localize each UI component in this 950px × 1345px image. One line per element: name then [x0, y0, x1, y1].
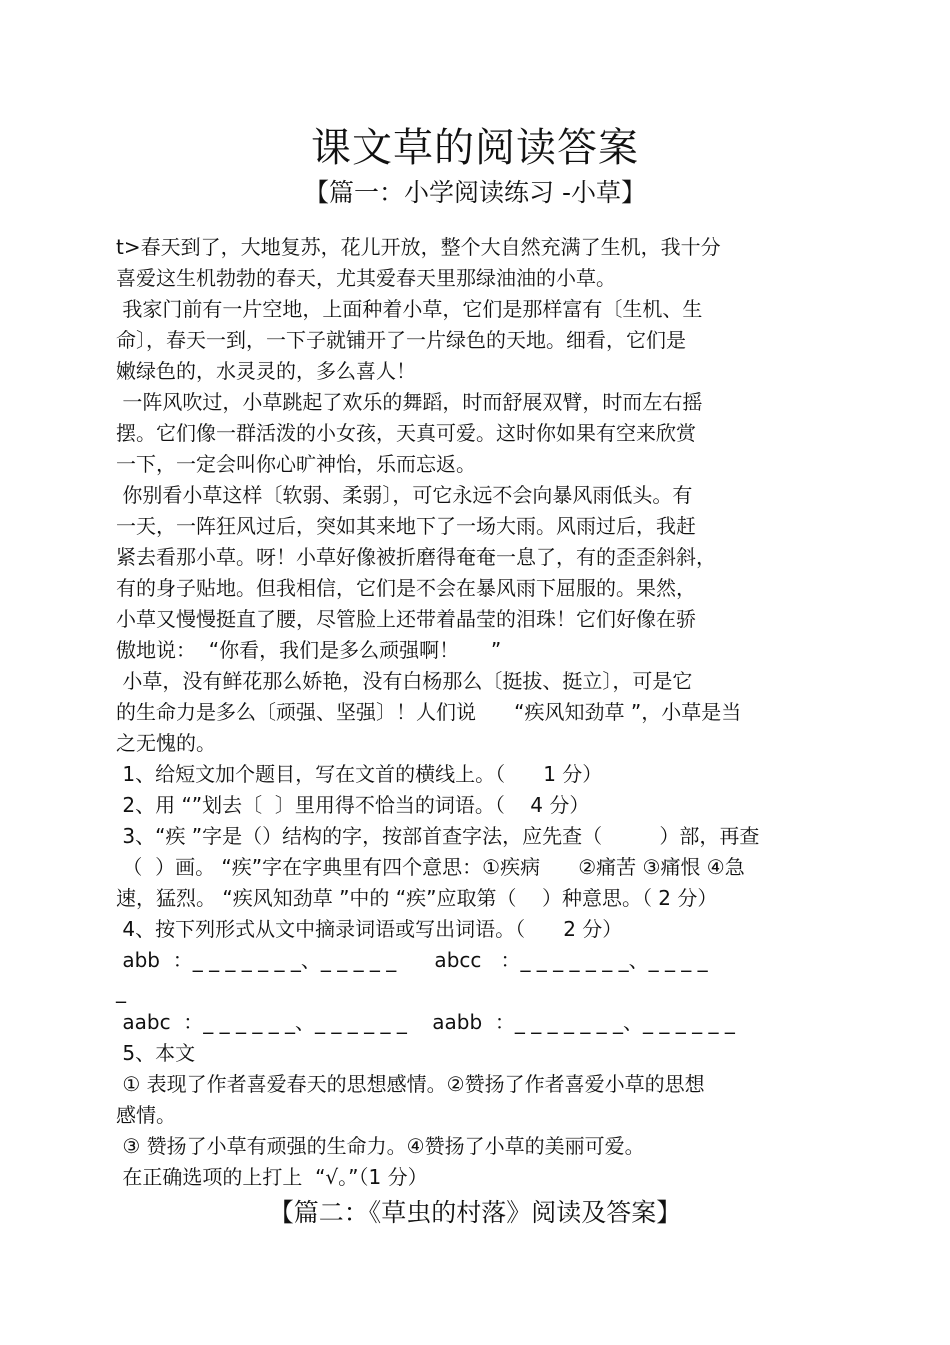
- question-line: ① 表现了作者喜爱春天的思想感情。②赞扬了作者喜爱小草的思想: [116, 1072, 705, 1096]
- question-line: 4、按下列形式从文中摘录词语或写出词语。（ 2 分）: [116, 917, 623, 941]
- text-line: 之无愧的。: [116, 731, 216, 755]
- text-line: 我家门前有一片空地，上面种着小草，它们是那样富有〔生机、生: [116, 297, 703, 321]
- text-line: 你别看小草这样〔软弱、柔弱〕，可它永远不会向暴风雨低头。有: [116, 483, 693, 507]
- text-line: 一天，一阵狂风过后，突如其来地下了一场大雨。风雨过后，我赶: [116, 514, 696, 538]
- text-line: 小草又慢慢挺直了腰，尽管脸上还带着晶莹的泪珠！它们好像在骄: [116, 607, 696, 631]
- section-2-heading: 【篇二：《草虫的村落》阅读及答案】: [268, 1198, 682, 1227]
- text-line: 命〕，春天一到，一下子就铺开了一片绿色的天地。细看，它们是: [116, 328, 686, 352]
- question-line: 5、本文: [116, 1041, 196, 1065]
- section-1-heading: 【篇一：小学阅读练习 -小草】: [304, 178, 646, 207]
- question-line: aabc ：_ _ _ _ _ _、_ _ _ _ _ _ aabb ：_ _ _ _ _ _ _、_ _ _ _ _ _: [116, 1010, 735, 1034]
- text-line: 一下，一定会叫你心旷神怡，乐而忘返。: [116, 452, 476, 476]
- question-line: 速，猛烈。 “疾风知劲草 ”中的 “疾”应取第（ ）种意思。（ 2 分）: [116, 886, 718, 910]
- question-line: 2、用 “”划去〔 〕里用得不恰当的词语。（ 4 分）: [116, 793, 590, 817]
- text-line: 摆。它们像一群活泼的小女孩，天真可爱。这时你如果有空来欣赏: [116, 421, 696, 445]
- article-body: [116, 232, 826, 1193]
- question-line: _: [116, 979, 126, 1003]
- text-line: 小草，没有鲜花那么娇艳，没有白杨那么〔挺拔、挺立〕，可是它: [116, 669, 693, 693]
- question-line: abb ：_ _ _ _ _ _ _、_ _ _ _ _ abcc ：_ _ _ _ _ _ _、_ _ _ _: [116, 948, 708, 972]
- document-title: 课文草的阅读答案: [311, 125, 639, 171]
- question-line: 3、“疾 ”字是（）结构的字，按部首查字法，应先查（ ）部，再查: [116, 824, 760, 848]
- question-line: 1、给短文加个题目，写在文首的横线上。（ 1 分）: [116, 762, 603, 786]
- question-line: ③ 赞扬了小草有顽强的生命力。④赞扬了小草的美丽可爱。: [116, 1134, 645, 1158]
- question-line: 感情。: [116, 1103, 176, 1127]
- text-line: 一阵风吹过，小草跳起了欢乐的舞蹈，时而舒展双臂，时而左右摇: [116, 390, 703, 414]
- text-line: 嫩绿色的，水灵灵的，多么喜人！: [116, 359, 416, 383]
- text-line: 有的身子贴地。但我相信，它们是不会在暴风雨下屈服的。果然，: [116, 576, 696, 600]
- text-line: t>春天到了，大地复苏，花儿开放，整个大自然充满了生机，我十分: [116, 235, 721, 259]
- question-line: （ ）画。 “疾”字在字典里有四个意思：①疾病 ②痛苦 ③痛恨 ④急: [116, 855, 745, 879]
- text-line: 喜爱这生机勃勃的春天，尤其爱春天里那绿油油的小草。: [116, 266, 616, 290]
- question-line: 在正确选项的上打上 “√。”（1 分）: [116, 1165, 428, 1189]
- text-line: 傲地说： “你看，我们是多么顽强啊！ ”: [116, 638, 502, 662]
- text-line: 紧去看那小草。呀！小草好像被折磨得奄奄一息了，有的歪歪斜斜，: [116, 545, 716, 569]
- text-line: 的生命力是多么〔顽强、坚强〕！人们说 “疾风知劲草 ”，小草是当: [116, 700, 742, 724]
